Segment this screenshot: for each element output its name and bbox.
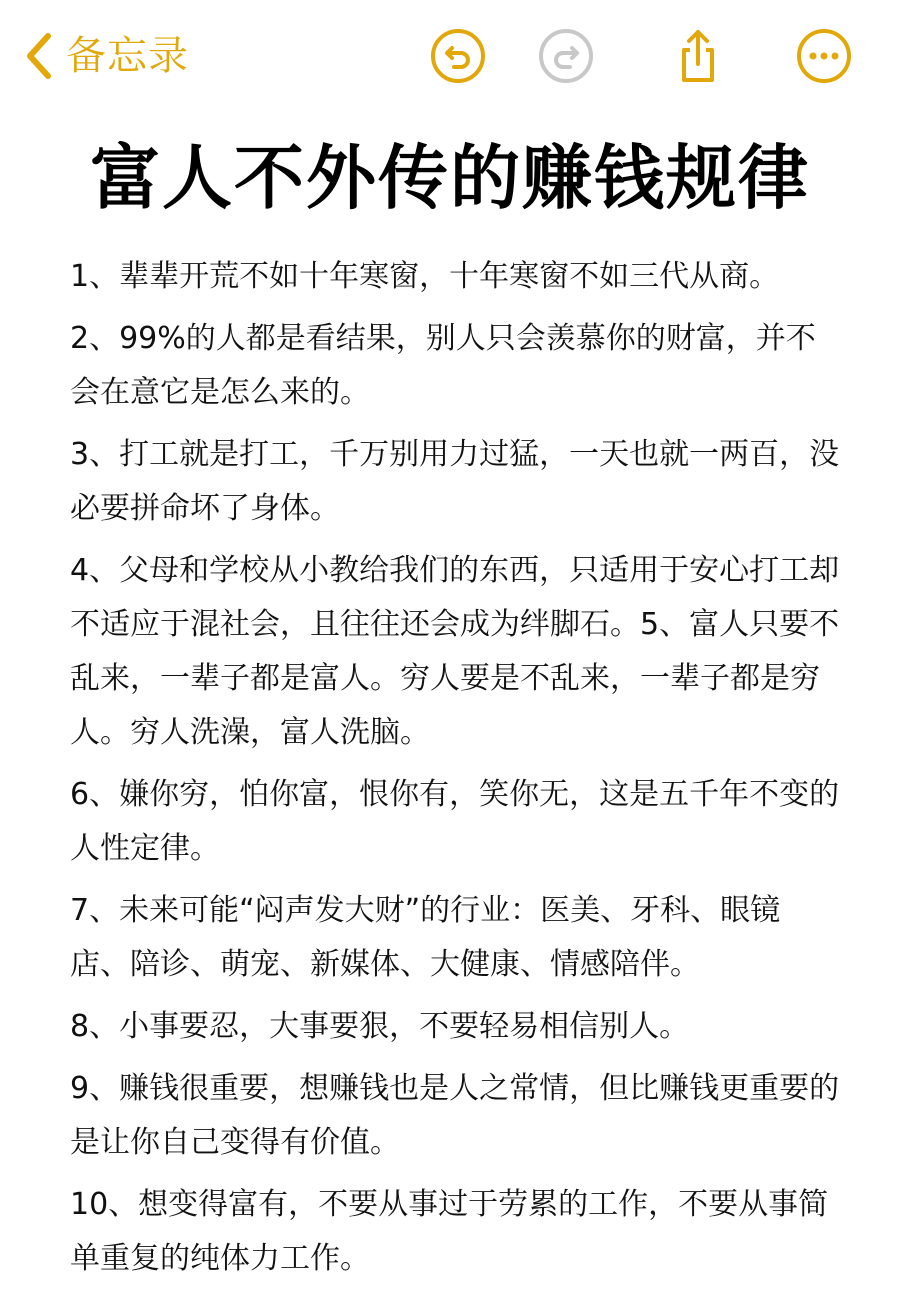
undo-icon: [430, 28, 486, 84]
note-item-1: 1、辈辈开荒不如十年寒窗，十年寒窗不如三代从商。: [70, 259, 780, 294]
notes-toolbar: [0, 0, 900, 110]
note-item-9: 9、赚钱很重要，想赚钱也是人之常情，但比赚钱更重要的是让你自己变得有价值。: [70, 1071, 840, 1160]
note-item-4: 4、父母和学校从小教给我们的东西，只适用于安心打工却不适应于混社会，且往往还会成为绊脚石。5、富人只要不乱来，一辈子都是富人。穷人要是不乱来，一辈子都是穷人。穷人洗澡，富人洗脑。: [70, 553, 840, 750]
redo-icon: [538, 28, 594, 84]
more-button[interactable]: [796, 28, 852, 84]
redo-button[interactable]: [538, 28, 594, 84]
note-item-3: 3、打工就是打工，千万别用力过猛，一天也就一两百，没必要拼命坏了身体。: [70, 437, 840, 526]
share-button[interactable]: [670, 28, 726, 84]
note-item-6: 6、嫌你穷，怕你富，恨你有，笑你无，这是五千年不变的人性定律。: [70, 777, 840, 866]
note-item-7: 7、未来可能“闷声发大财”的行业：医美、牙科、眼镜店、陪诊、萌宠、新媒体、大健康、情感陪伴。: [70, 893, 781, 982]
note-item-2: 2、99%的人都是看结果，别人只会羡慕你的财富，并不会在意它是怎么来的。: [70, 321, 816, 410]
note-item-8: 8、小事要忍，大事要狠，不要轻易相信别人。: [70, 1009, 690, 1044]
note-body[interactable]: [70, 250, 840, 1294]
more-icon: [796, 28, 852, 84]
back-label: 备忘录: [66, 33, 189, 79]
share-icon: [670, 28, 726, 84]
note-item-10: 10、想变得富有，不要从事过于劳累的工作，不要从事简单重复的纯体力工作。: [70, 1187, 829, 1276]
chevron-left-icon: [22, 28, 56, 84]
back-button[interactable]: [22, 28, 189, 84]
undo-button[interactable]: [430, 28, 486, 84]
note-title: 富人不外传的赚钱规律: [90, 137, 810, 219]
